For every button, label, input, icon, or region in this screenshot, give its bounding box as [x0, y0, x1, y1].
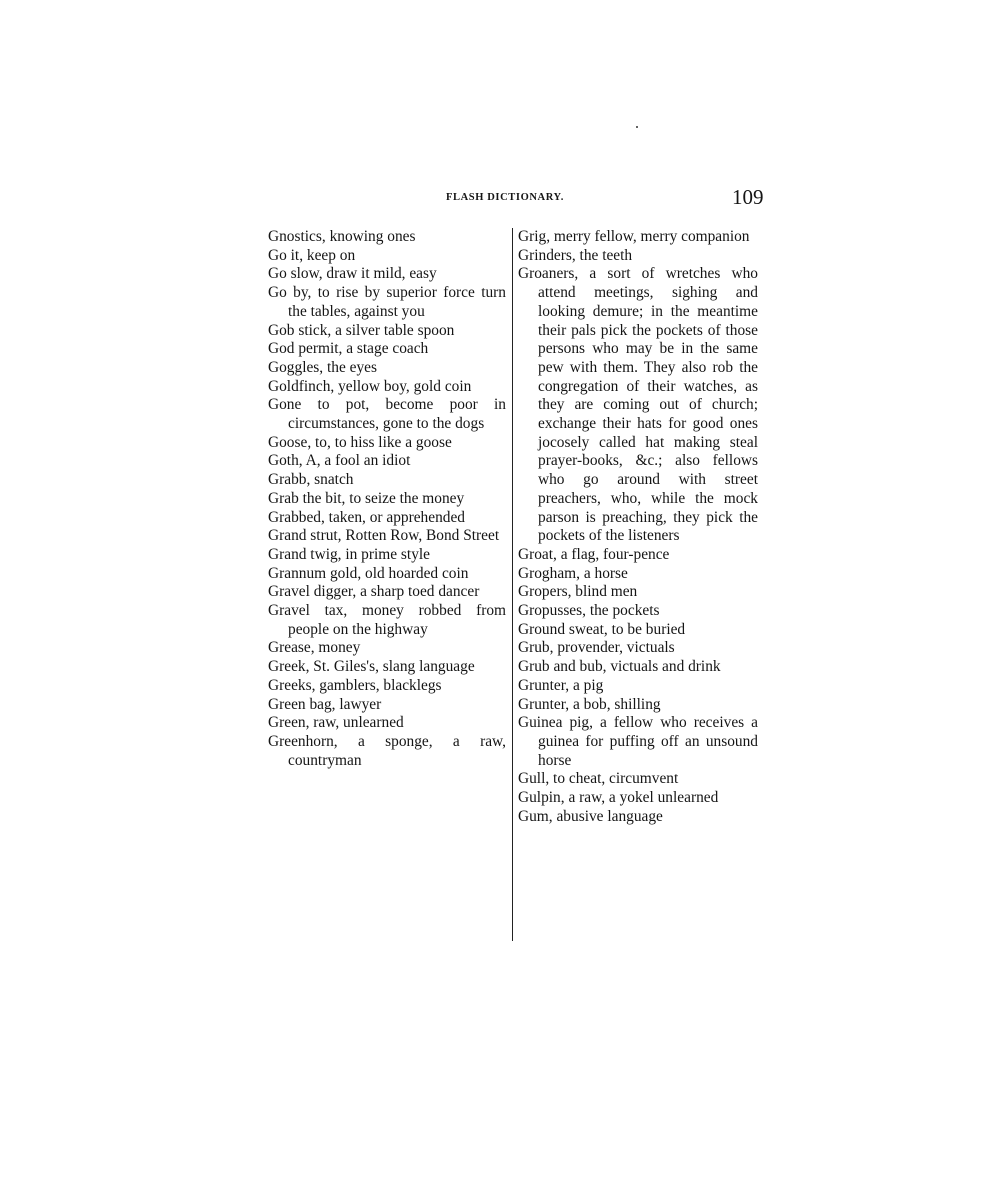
right-column [518, 228, 758, 827]
dictionary-entry: Grannum gold, old hoarded coin [268, 564, 469, 582]
dictionary-entry: Grand twig, in prime style [268, 545, 430, 563]
dictionary-entry: Grab the bit, to seize the money [268, 489, 465, 507]
dictionary-entry: Grand strut, Rotten Row, Bond Street [268, 527, 500, 545]
dictionary-entry: Go by, to rise by superior force turn the tables, against you [268, 284, 506, 320]
dictionary-entry: Goth, A, a fool an idiot [268, 452, 411, 470]
print-speck [636, 126, 638, 128]
dictionary-entry: Green, raw, unlearned [268, 714, 404, 732]
dictionary-entry: Grogham, a horse [518, 564, 628, 582]
dictionary-entry: Gravel tax, money robbed from people on the highway [268, 602, 506, 638]
dictionary-entry: Greek, St. Giles's, slang language [268, 658, 475, 676]
dictionary-entry: Goose, to, to hiss like a goose [268, 433, 452, 451]
dictionary-entry: God permit, a stage coach [268, 340, 429, 358]
dictionary-entry: Gravel digger, a sharp toed dancer [268, 583, 480, 601]
dictionary-entry: Greeks, gamblers, blacklegs [268, 676, 442, 694]
running-head: FLASH DICTIONARY. [446, 192, 564, 203]
dictionary-entry: Gnostics, knowing ones [268, 228, 416, 245]
dictionary-entry: Grabbed, taken, or apprehended [268, 508, 465, 526]
dictionary-entry: Goggles, the eyes [268, 358, 377, 376]
dictionary-entry: Gulpin, a raw, a yokel unlearned [518, 789, 719, 807]
dictionary-entry: Go it, keep on [268, 246, 356, 264]
dictionary-entry: Gob stick, a silver table spoon [268, 321, 455, 339]
dictionary-entry: Goldfinch, yellow boy, gold coin [268, 377, 472, 395]
dictionary-entry: Grub and bub, victuals and drink [518, 658, 721, 676]
dictionary-entry: Grabb, snatch [268, 471, 354, 489]
dictionary-entry: Guinea pig, a fellow who receives a guinea for puffing off an unsound horse [518, 714, 758, 769]
left-column [268, 228, 506, 770]
dictionary-entry: Greenhorn, a sponge, a raw, countryman [268, 732, 506, 769]
dictionary-entry: Ground sweat, to be buried [518, 620, 686, 638]
dictionary-entry: Green bag, lawyer [268, 695, 382, 713]
dictionary-entry: Gropers, blind men [518, 583, 638, 601]
page-number: 109 [732, 185, 764, 209]
dictionary-entry: Grunter, a bob, shilling [518, 695, 661, 713]
column-divider [512, 228, 513, 941]
dictionary-entry: Go slow, draw it mild, easy [268, 265, 437, 283]
dictionary-entry: Groaners, a sort of wretches who attend meetings, sighing and looking demure; in the meantime their pals pick the pockets of those persons who may be in the same pew with them. They also rob the congregation of their watches, as they are coming out of church; exchange their hats for good ones jocosely called hat making steal prayer-books, &c.; also fellows who go around with street preachers, who, while the mock parson is preaching, they pick the pockets of the listeners [518, 265, 758, 545]
dictionary-entry: Gropusses, the pockets [518, 602, 660, 620]
dictionary-entry: Grub, provender, victuals [518, 639, 675, 657]
dictionary-entry: Gull, to cheat, circumvent [518, 770, 679, 788]
dictionary-entry: Grunter, a pig [518, 676, 604, 694]
dictionary-entry: Grig, merry fellow, merry companion [518, 228, 750, 245]
dictionary-entry: Gum, abusive language [518, 807, 663, 825]
dictionary-entry: Grinders, the teeth [518, 246, 633, 264]
dictionary-entry: Grease, money [268, 639, 361, 657]
dictionary-entry: Gone to pot, become poor in circumstances, gone to the dogs [268, 396, 506, 433]
dictionary-entry: Groat, a flag, four-pence [518, 545, 670, 563]
